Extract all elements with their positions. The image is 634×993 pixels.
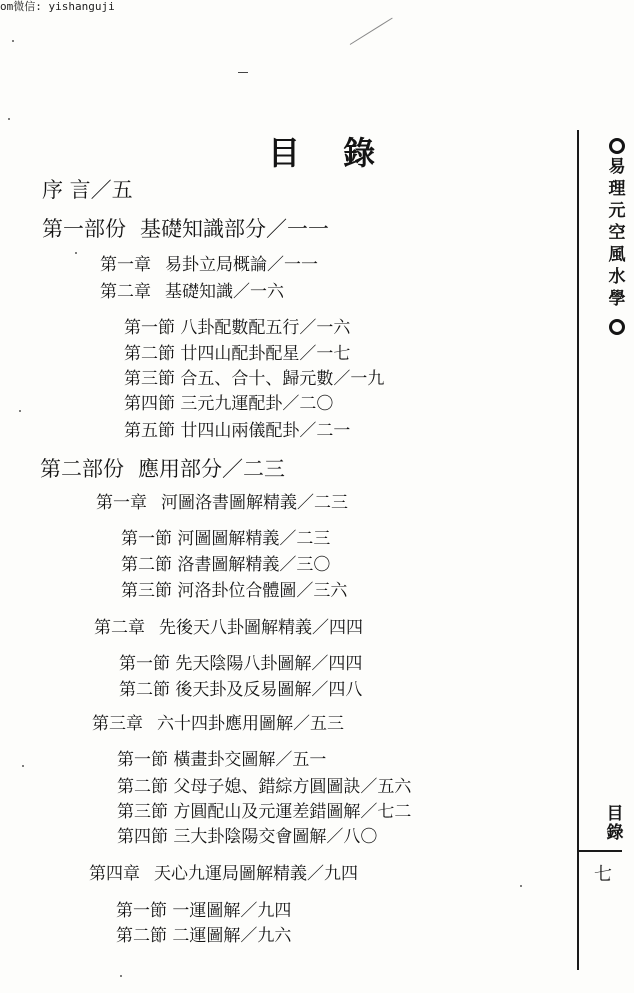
toc-part-2[interactable] [40, 459, 285, 480]
part-title: 基礎知識部分／一一 [140, 217, 329, 241]
part-label: 第一部份 [42, 217, 126, 241]
section-title: 洛書圖解精義／三〇 [177, 555, 331, 575]
section-title: 橫畫卦交圖解／五一 [173, 750, 327, 770]
chapter-title: 易卦立局概論／一一 [165, 255, 318, 275]
circle-ornament-icon [609, 319, 625, 335]
stray-mark [238, 72, 248, 73]
chapter-label: 第三章 [92, 714, 143, 734]
page-title: 目 錄 [268, 134, 392, 172]
section-label: 第三節 [121, 581, 172, 601]
section-title: 廿四山兩儀配卦／二一 [180, 421, 351, 441]
toc-section[interactable] [116, 928, 291, 945]
section-label: 第二節 [119, 680, 170, 700]
section-label: 第一節 [117, 750, 168, 770]
chapter-title: 六十四卦應用圖解／五三 [157, 714, 344, 734]
section-title: 後天卦及反易圖解／四八 [175, 680, 363, 700]
chapter-label: 第二章 [94, 618, 145, 638]
toc-chapter[interactable] [92, 716, 344, 733]
toc-section[interactable] [117, 829, 377, 846]
toc-chapter[interactable] [89, 866, 358, 883]
section-label: 第一節 [124, 318, 175, 338]
section-title: 方圓配山及元運差錯圖解／七二 [173, 802, 412, 822]
toc-section[interactable] [124, 396, 333, 413]
toc-section[interactable] [116, 903, 291, 920]
scan-speck [120, 975, 122, 977]
section-label: 第二節 [121, 555, 172, 575]
toc-chapter[interactable] [96, 495, 348, 512]
margin-rule [579, 850, 622, 852]
margin-rule [577, 130, 579, 970]
chapter-title: 河圖洛書圖解精義／二三 [161, 493, 348, 513]
scan-speck [19, 410, 21, 412]
series-char: 理 [608, 179, 626, 199]
toc-section[interactable] [119, 656, 362, 673]
series-char: 學 [608, 289, 626, 309]
chapter-title: 先後天八卦圖解精義／四四 [159, 618, 363, 638]
series-char: 水 [608, 267, 626, 287]
section-label: 第二節 [124, 344, 175, 364]
toc-section[interactable] [121, 531, 330, 548]
section-title: 廿四山配卦配星／一七 [180, 344, 351, 364]
section-title: 八卦配數配五行／一六 [180, 318, 351, 338]
section-label: 第二節 [116, 926, 167, 946]
page-number: 七 [594, 864, 612, 885]
scan-speck [75, 252, 77, 254]
section-label: 第一節 [121, 529, 172, 549]
toc-section[interactable] [124, 320, 350, 337]
section-label: 第四節 [117, 827, 168, 847]
toc-section[interactable] [124, 346, 350, 363]
series-char: 元 [608, 201, 626, 221]
toc-section[interactable] [119, 682, 362, 699]
section-label: 第一節 [116, 901, 167, 921]
section-title: 父母子媳、錯綜方圓圖訣／五六 [173, 777, 412, 797]
toc-preface[interactable]: 序 言／五 [42, 178, 133, 202]
series-char: 空 [608, 223, 626, 243]
stray-mark [350, 18, 393, 45]
watermark-text: om微信: yishanguji [0, 0, 115, 13]
toc-section[interactable] [117, 804, 411, 821]
section-title: 河圖圖解精義／二三 [177, 529, 331, 549]
scan-speck [8, 118, 10, 120]
section-label: 第三節 [124, 369, 175, 389]
toc-section[interactable] [117, 779, 411, 796]
toc-part-1[interactable] [42, 219, 329, 240]
toc-section[interactable] [121, 583, 347, 600]
part-label: 第二部份 [40, 457, 124, 481]
chapter-title: 基礎知識／一六 [165, 282, 284, 302]
chapter-label: 第二章 [100, 282, 151, 302]
scan-speck [520, 885, 522, 887]
toc-chapter[interactable] [94, 620, 363, 637]
chapter-label: 第一章 [96, 493, 147, 513]
section-title: 先天陰陽八卦圖解／四四 [175, 654, 363, 674]
section-label: 第一節 [119, 654, 170, 674]
section-title: 三元九運配卦／二〇 [180, 394, 334, 414]
series-title [606, 137, 628, 335]
toc-section[interactable] [124, 423, 350, 440]
section-label: 第五節 [124, 421, 175, 441]
chapter-title: 天心九運局圖解精義／九四 [154, 864, 358, 884]
section-title: 一運圖解／九四 [172, 901, 292, 921]
section-label: 第二節 [117, 777, 168, 797]
section-title: 三大卦陰陽交會圖解／八〇 [173, 827, 378, 847]
toc-chapter[interactable] [100, 257, 318, 274]
chapter-label: 第四章 [89, 864, 140, 884]
series-char: 易 [608, 157, 626, 177]
section-title: 合五、合十、歸元數／一九 [180, 369, 385, 389]
series-char: 風 [608, 245, 626, 265]
section-title: 河洛卦位合體圖／三六 [177, 581, 348, 601]
scan-speck [12, 40, 14, 42]
section-title: 二運圖解／九六 [172, 926, 292, 946]
section-char: 目 [606, 804, 624, 824]
chapter-label: 第一章 [100, 255, 151, 275]
toc-chapter[interactable] [100, 284, 284, 301]
toc-section[interactable] [117, 752, 326, 769]
section-label: 第三節 [117, 802, 168, 822]
scan-speck [22, 765, 24, 767]
toc-section[interactable] [121, 557, 330, 574]
section-label: 第四節 [124, 394, 175, 414]
section-label [604, 806, 626, 844]
circle-ornament-icon [609, 138, 625, 154]
toc-section[interactable] [124, 371, 384, 388]
part-title: 應用部分／二三 [138, 457, 285, 481]
section-char: 錄 [606, 823, 624, 843]
